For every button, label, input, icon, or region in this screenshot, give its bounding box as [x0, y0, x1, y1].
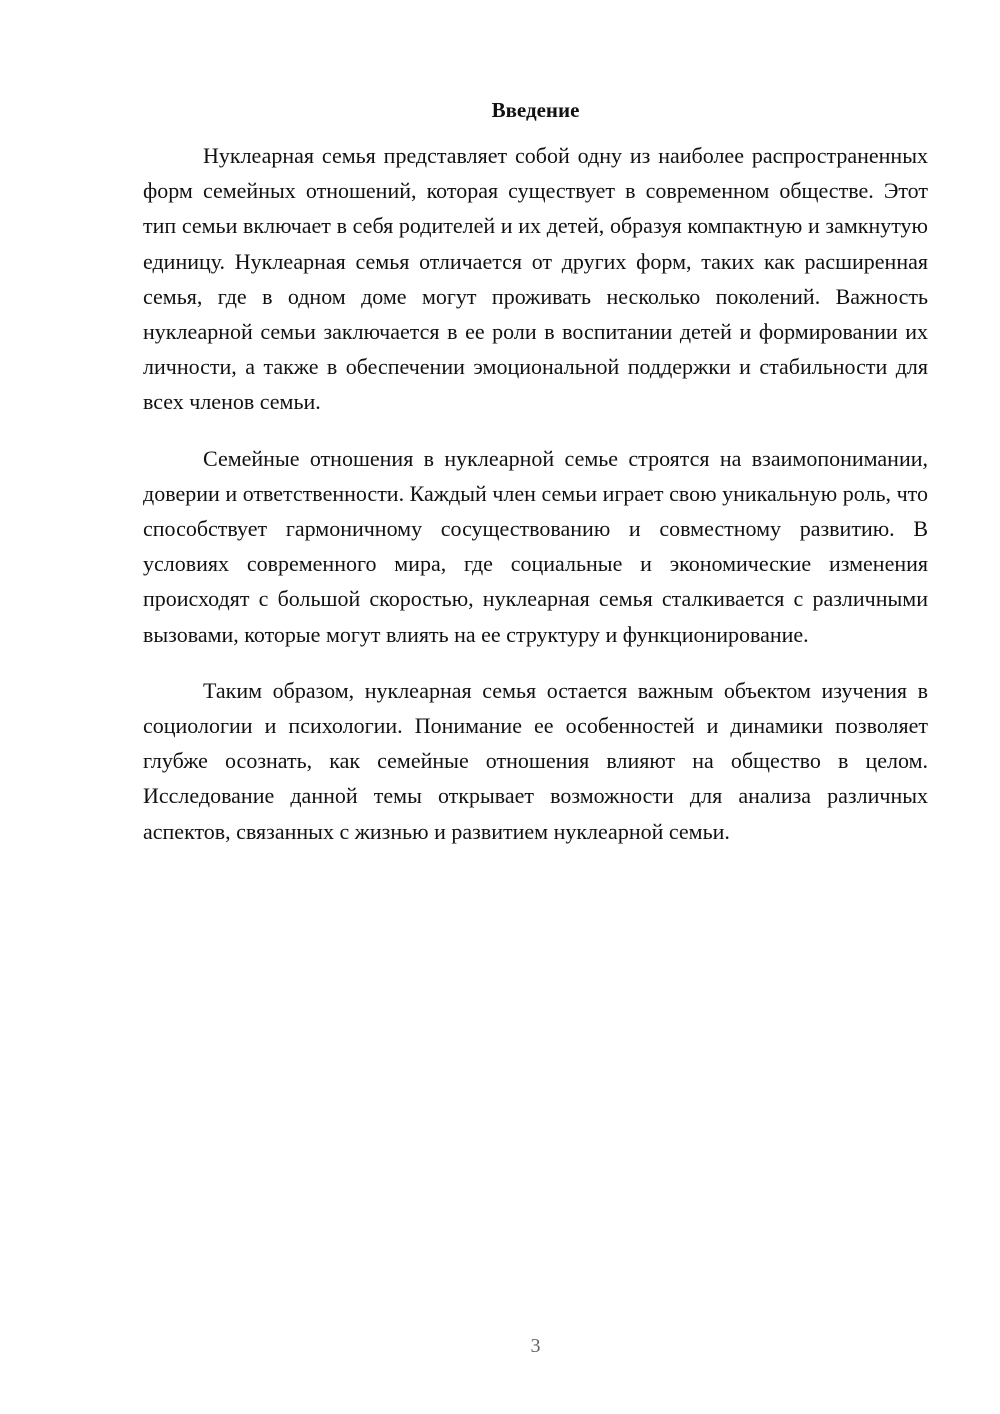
section-title: Введение [491, 98, 580, 122]
paragraph-3: Таким образом, нуклеарная семья остается важным объектом изучения в социологии и психологии. Понимание ее особенностей и динамики позволяет глубже осознать, как семейные отношения влияют на общество в целом. Исследование данной темы открывает возможности для анализа различных аспектов, связанных с жизнью и развитием нуклеарной семьи. [143, 677, 928, 844]
page-content [143, 95, 928, 870]
paragraph-2: Семейные отношения в нуклеарной семье строятся на взаимопонимании, доверии и ответственности. Каждый член семьи играет свою уникальную роль, что способствует гармоничному сосуществованию и совместному развитию. В условиях современного мира, где социальные и экономические изменения происходят с большой скоростью, нуклеарная семья сталкивается с различными вызовами, которые могут влиять на ее структуру и функционирование. [143, 445, 928, 647]
paragraph-1: Нуклеарная семья представляет собой одну из наиболее распространенных форм семейных отношений, которая существует в современном обществе. Этот тип семьи включает в себя родителей и их детей, образуя компактную и замкнутую единицу. Нуклеарная семья отличается от других форм, таких как расширенная семья, где в одном доме могут проживать несколько поколений. Важность нуклеарной семьи заключается в ее роли в воспитании детей и формировании их личности, а также в обеспечении эмоциональной поддержки и стабильности для всех членов семьи. [143, 143, 928, 415]
page-number: 3 [530, 1335, 541, 1357]
